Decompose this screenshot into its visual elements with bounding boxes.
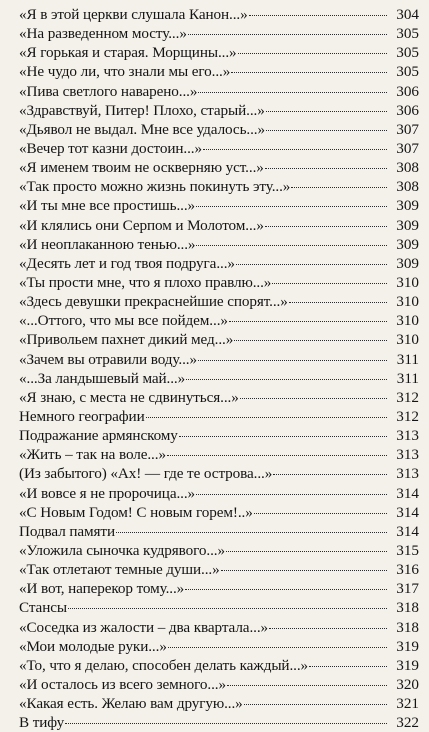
entry-page-number: 307 xyxy=(396,120,419,138)
entry-page-number: 306 xyxy=(396,101,419,119)
entry-page-number: 311 xyxy=(396,350,419,368)
entry-title: «Вечер тот казни достоин...» xyxy=(19,139,202,157)
entry-title: «Здравствуй, Питер! Плохо, старый...» xyxy=(19,101,265,119)
entry-page-number: 306 xyxy=(396,82,419,100)
entry-page-number: 321 xyxy=(396,695,419,713)
toc-entry xyxy=(19,254,419,273)
toc-entry xyxy=(19,464,419,483)
entry-page-number: 312 xyxy=(396,388,419,406)
entry-title: «Привольем пахнет дикий мед...» xyxy=(19,331,234,349)
entry-title: Немного географии xyxy=(19,407,145,425)
dot-leader xyxy=(249,15,387,16)
dot-leader xyxy=(254,513,387,514)
dot-leader xyxy=(116,532,387,533)
entry-page-number: 310 xyxy=(396,293,419,311)
toc-entry xyxy=(19,445,419,464)
dot-leader xyxy=(226,551,387,552)
dot-leader xyxy=(266,111,387,112)
dot-leader xyxy=(196,494,387,495)
toc-entry xyxy=(19,694,419,713)
toc-entry xyxy=(19,560,419,579)
entry-page-number: 309 xyxy=(396,235,419,253)
entry-page-number: 305 xyxy=(396,63,419,81)
toc-entry xyxy=(19,5,419,24)
dot-leader xyxy=(203,149,387,150)
dot-leader xyxy=(68,608,387,609)
dot-leader xyxy=(229,321,387,322)
entry-page-number: 308 xyxy=(396,178,419,196)
entry-title: «Ты прости мне, что я плохо правлю...» xyxy=(19,273,272,291)
entry-title: «Какая есть. Желаю вам другую...» xyxy=(19,695,243,713)
toc-entry xyxy=(19,484,419,503)
toc-entry xyxy=(19,139,419,158)
entry-title: «Мои молодые руки...» xyxy=(19,637,167,655)
entry-page-number: 307 xyxy=(396,139,419,157)
dot-leader xyxy=(289,302,387,303)
entry-page-number: 320 xyxy=(396,675,419,693)
dot-leader xyxy=(236,264,387,265)
entry-page-number: 319 xyxy=(396,637,419,655)
toc-entry xyxy=(19,216,419,235)
dot-leader xyxy=(185,589,387,590)
entry-title: «Дьявол не выдал. Мне все удалось...» xyxy=(19,120,265,138)
entry-page-number: 309 xyxy=(396,254,419,272)
toc-entry xyxy=(19,158,419,177)
toc-entry xyxy=(19,101,419,120)
entry-title: Стансы xyxy=(19,599,67,617)
entry-title: «И ты мне все простишь...» xyxy=(19,197,196,215)
dot-leader xyxy=(227,685,387,686)
toc-entry xyxy=(19,656,419,675)
dot-leader xyxy=(146,417,387,418)
toc-entry xyxy=(19,503,419,522)
entry-title: «Не чудо ли, что знали мы его...» xyxy=(19,63,231,81)
toc-entry xyxy=(19,388,419,407)
entry-title: «Зачем вы отравили воду...» xyxy=(19,350,197,368)
toc-entry xyxy=(19,522,419,541)
entry-title: «Соседка из жалости – два квартала...» xyxy=(19,618,269,636)
dot-leader xyxy=(265,226,387,227)
entry-page-number: 315 xyxy=(396,541,419,559)
toc-entry xyxy=(19,541,419,560)
entry-page-number: 322 xyxy=(396,714,419,732)
dot-leader xyxy=(231,72,387,73)
dot-leader xyxy=(265,168,387,169)
dot-leader xyxy=(198,92,387,93)
entry-title: «Я именем твоим не оскверняю уст...» xyxy=(19,159,264,177)
entry-title: «...За ландышевый май...» xyxy=(19,369,186,387)
entry-title: «Так отлетают темные души...» xyxy=(19,561,220,579)
dot-leader xyxy=(240,398,387,399)
entry-page-number: 314 xyxy=(396,522,419,540)
dot-leader xyxy=(179,436,387,437)
toc-entry xyxy=(19,407,419,426)
toc-entry xyxy=(19,292,419,311)
entry-page-number: 314 xyxy=(396,503,419,521)
dot-leader xyxy=(221,570,387,571)
entry-page-number: 310 xyxy=(396,273,419,291)
entry-title: Подражание армянскому xyxy=(19,427,178,445)
entry-page-number: 310 xyxy=(396,331,419,349)
entry-title: «И клялись они Серпом и Молотом...» xyxy=(19,216,264,234)
entry-page-number: 319 xyxy=(396,656,419,674)
entry-page-number: 314 xyxy=(396,484,419,502)
entry-title: «Десять лет и год твоя подруга...» xyxy=(19,254,235,272)
entry-title: (Из забытого) «Ах! — где те острова...» xyxy=(19,465,273,483)
entry-title: «Уложила сыночка кудрявого...» xyxy=(19,541,225,559)
entry-title: «Здесь девушки прекраснейшие спорят...» xyxy=(19,293,288,311)
entry-title: «И вовсе я не пророчица...» xyxy=(19,484,196,502)
entry-title: «На разведенном мосту...» xyxy=(19,25,187,43)
dot-leader xyxy=(65,723,387,724)
dot-leader xyxy=(196,206,387,207)
dot-leader xyxy=(168,647,387,648)
entry-title: Подвал памяти xyxy=(19,522,116,540)
toc-entry xyxy=(19,62,419,81)
entry-title: «Жить – так на воле...» xyxy=(19,446,166,464)
toc-entry xyxy=(19,82,419,101)
toc-entry xyxy=(19,637,419,656)
entry-page-number: 309 xyxy=(396,216,419,234)
entry-title: В тифу xyxy=(19,714,65,732)
entry-page-number: 311 xyxy=(396,369,419,387)
toc-entry xyxy=(19,675,419,694)
entry-page-number: 305 xyxy=(396,44,419,62)
entry-title: «Пива светлого наварено...» xyxy=(19,82,198,100)
dot-leader xyxy=(167,455,387,456)
dot-leader xyxy=(273,474,387,475)
entry-title: «Так просто можно жизнь покинуть эту...» xyxy=(19,178,291,196)
toc-entry xyxy=(19,426,419,445)
entry-title: «То, что я делаю, способен делать каждый...» xyxy=(19,656,309,674)
toc-entry xyxy=(19,311,419,330)
table-of-contents xyxy=(19,5,419,732)
entry-page-number: 317 xyxy=(396,580,419,598)
dot-leader xyxy=(272,283,387,284)
toc-entry xyxy=(19,579,419,598)
entry-title: «Я знаю, с места не сдвинуться...» xyxy=(19,388,239,406)
entry-page-number: 304 xyxy=(396,6,419,23)
toc-entry xyxy=(19,177,419,196)
toc-entry xyxy=(19,24,419,43)
toc-entry xyxy=(19,369,419,388)
dot-leader xyxy=(198,360,387,361)
toc-entry xyxy=(19,273,419,292)
entry-page-number: 313 xyxy=(396,465,419,483)
toc-entry xyxy=(19,235,419,254)
dot-leader xyxy=(188,34,387,35)
dot-leader xyxy=(234,340,387,341)
entry-page-number: 312 xyxy=(396,407,419,425)
entry-page-number: 313 xyxy=(396,427,419,445)
entry-title: «...Оттого, что мы все пойдем...» xyxy=(19,312,228,330)
entry-title: «Я горькая и старая. Морщины...» xyxy=(19,44,237,62)
entry-page-number: 309 xyxy=(396,197,419,215)
toc-entry xyxy=(19,120,419,139)
entry-title: «И осталось из всего земного...» xyxy=(19,675,227,693)
entry-page-number: 305 xyxy=(396,25,419,43)
entry-page-number: 316 xyxy=(396,561,419,579)
entry-page-number: 310 xyxy=(396,312,419,330)
toc-entry xyxy=(19,350,419,369)
entry-page-number: 313 xyxy=(396,446,419,464)
toc-entry xyxy=(19,618,419,637)
entry-title: «И неоплаканною тенью...» xyxy=(19,235,196,253)
toc-entry xyxy=(19,713,419,732)
entry-page-number: 318 xyxy=(396,599,419,617)
toc-entry xyxy=(19,330,419,349)
dot-leader xyxy=(309,666,387,667)
dot-leader xyxy=(244,704,387,705)
dot-leader xyxy=(269,628,387,629)
entry-page-number: 318 xyxy=(396,618,419,636)
entry-title: «Я в этой церкви слушала Канон...» xyxy=(19,6,248,23)
toc-entry xyxy=(19,598,419,617)
dot-leader xyxy=(196,245,387,246)
entry-title: «И вот, наперекор тому...» xyxy=(19,580,185,598)
dot-leader xyxy=(291,187,387,188)
toc-entry xyxy=(19,196,419,215)
entry-page-number: 308 xyxy=(396,159,419,177)
dot-leader xyxy=(238,53,387,54)
dot-leader xyxy=(186,379,387,380)
entry-title: «С Новым Годом! С новым горем!..» xyxy=(19,503,253,521)
toc-entry xyxy=(19,43,419,62)
dot-leader xyxy=(266,130,387,131)
